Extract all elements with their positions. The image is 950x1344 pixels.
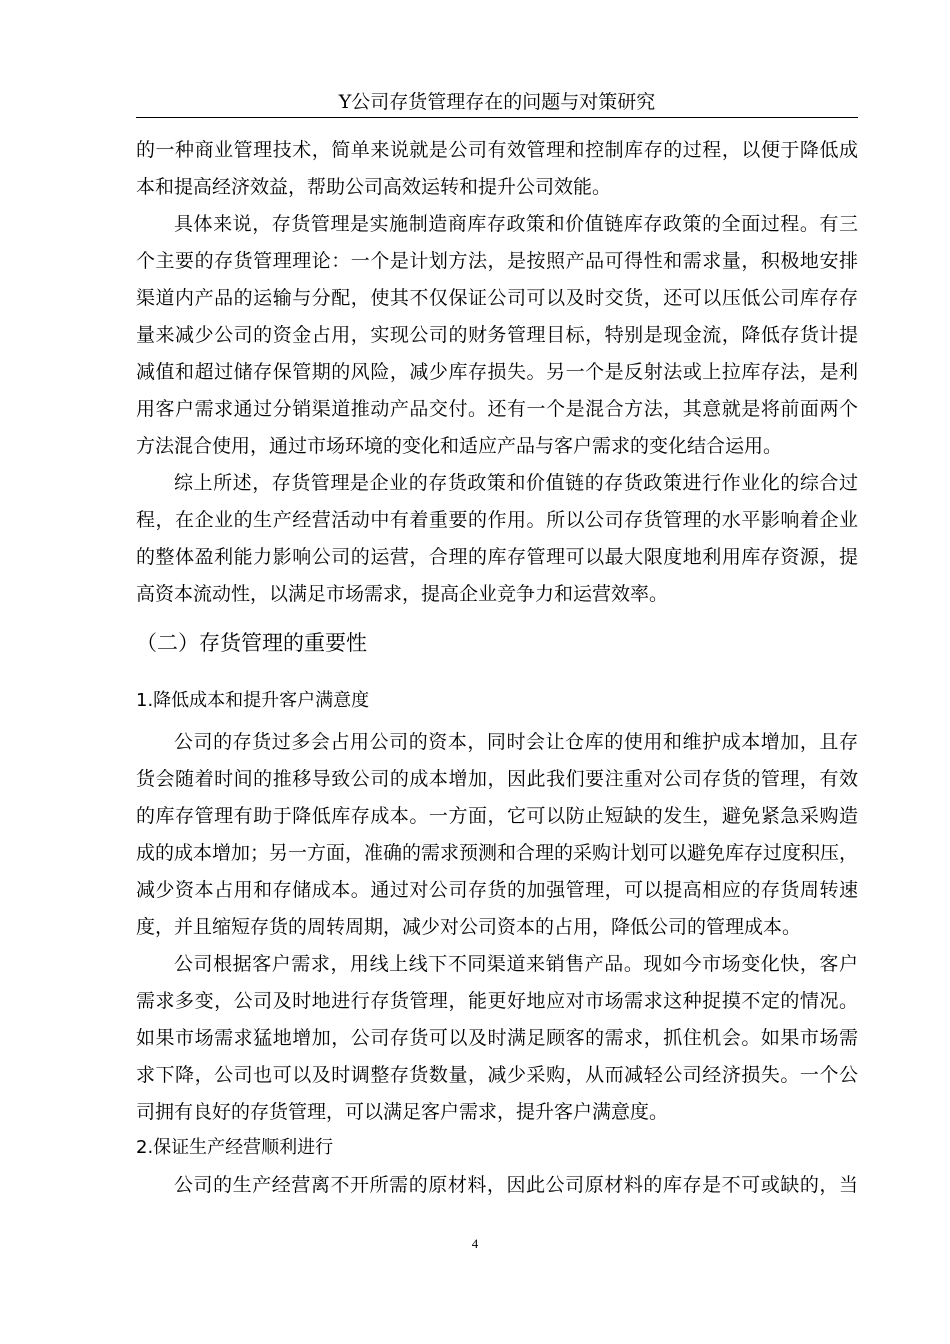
body-text-line: 成的成本增加；另一方面，准确的需求预测和合理的采购计划可以避免库存过度积压， xyxy=(136,842,859,864)
body-text-line: 程，在企业的生产经营活动中有着重要的作用。所以公司存货管理的水平影响着企业 xyxy=(136,509,858,531)
body-text-line: 方法混合使用，通过市场环境的变化和适应产品与客户需求的变化结合运用。 xyxy=(136,435,783,457)
body-text-line: 渠道内产品的运输与分配，使其不仅保证公司可以及时交货，还可以压低公司库存存 xyxy=(136,287,858,309)
subsection-heading: 1.降低成本和提升客户满意度 xyxy=(136,690,370,711)
body-text-line: 高资本流动性，以满足市场需求，提高企业竞争力和运营效率。 xyxy=(136,583,669,605)
body-text-line: 的库存管理有助于降低库存成本。一方面，它可以防止短缺的发生，避免紧急采购造 xyxy=(136,805,858,827)
paragraph-first-line: 具体来说，存货管理是实施制造商库存政策和价值链库存政策的全面过程。有三 xyxy=(174,213,858,235)
paragraph-first-line: 公司的存货过多会占用公司的资本，同时会让仓库的使用和维护成本增加，且存 xyxy=(174,731,858,753)
paragraph-first-line: 公司根据客户需求，用线上线下不同渠道来销售产品。现如今市场变化快，客户 xyxy=(174,953,858,975)
body-text-line: 量来减少公司的资金占用，实现公司的财务管理目标，特别是现金流，降低存货计提 xyxy=(136,324,858,346)
body-text-line: 如果市场需求猛地增加，公司存货可以及时满足顾客的需求，抓住机会。如果市场需 xyxy=(136,1027,858,1049)
body-text-line: 求下降，公司也可以及时调整存货数量，减少采购，从而减轻公司经济损失。一个公 xyxy=(136,1064,858,1086)
body-text-line: 用客户需求通过分销渠道推动产品交付。还有一个是混合方法，其意就是将前面两个 xyxy=(136,398,858,420)
body-text-line: 度，并且缩短存货的周转周期，减少对公司资本的占用，降低公司的管理成本。 xyxy=(136,916,802,938)
body-text-line: 需求多变，公司及时地进行存货管理，能更好地应对市场需求这种捉摸不定的情况。 xyxy=(136,990,858,1012)
paragraph-first-line: 综上所述，存货管理是企业的存货政策和价值链的存货政策进行作业化的综合过 xyxy=(174,472,858,494)
section-heading: （二）存货管理的重要性 xyxy=(136,631,367,655)
body-text-line: 个主要的存货管理理论：一个是计划方法，是按照产品可得性和需求量，积极地安排 xyxy=(136,250,858,272)
body-text-line: 减值和超过储存保管期的风险，减少库存损失。另一个是反射法或上拉库存法，是利 xyxy=(136,361,858,383)
paragraph-first-line: 公司的生产经营离不开所需的原材料，因此公司原材料的库存是不可或缺的，当 xyxy=(174,1174,858,1196)
running-header: Y公司存货管理存在的问题与对策研究 xyxy=(338,91,656,113)
page-number: 4 xyxy=(471,1236,479,1251)
body-text-line: 的一种商业管理技术，简单来说就是公司有效管理和控制库存的过程，以便于降低成 xyxy=(136,139,858,161)
body-text-line: 减少资本占用和存储成本。通过对公司存货的加强管理，可以提高相应的存货周转速 xyxy=(136,879,858,901)
body-text-line: 本和提高经济效益，帮助公司高效运转和提升公司效能。 xyxy=(136,176,612,198)
body-text-line: 司拥有良好的存货管理，可以满足客户需求，提升客户满意度。 xyxy=(136,1101,669,1123)
header-divider xyxy=(136,117,858,118)
body-text-line: 的整体盈利能力影响公司的运营，合理的库存管理可以最大限度地利用库存资源，提 xyxy=(136,546,858,568)
body-text-line: 货会随着时间的推移导致公司的成本增加，因此我们要注重对公司存货的管理，有效 xyxy=(136,768,858,790)
subsection-heading: 2.保证生产经营顺利进行 xyxy=(136,1137,334,1158)
